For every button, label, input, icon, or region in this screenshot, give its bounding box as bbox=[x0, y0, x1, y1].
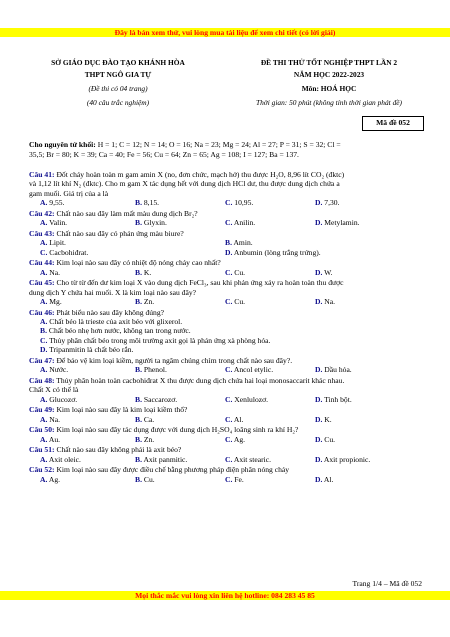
option-text: Anilin. bbox=[233, 218, 256, 228]
option-letter: B. bbox=[135, 394, 142, 404]
option-b[interactable] bbox=[135, 268, 151, 277]
question-number: Câu 41: bbox=[29, 170, 55, 179]
option-text: Saccarozơ. bbox=[143, 394, 178, 404]
option-a[interactable] bbox=[40, 218, 67, 227]
option-text: Au. bbox=[48, 434, 61, 444]
option-c[interactable] bbox=[225, 415, 243, 424]
option-b[interactable] bbox=[135, 475, 155, 484]
option-text: K. bbox=[143, 267, 152, 277]
option-text: Chất béo nhẹ hơn nước, không tan trong nước. bbox=[48, 326, 191, 336]
option-a[interactable] bbox=[40, 475, 60, 484]
option-letter: A. bbox=[40, 474, 48, 484]
option-c[interactable] bbox=[225, 365, 273, 374]
option-letter: B. bbox=[135, 454, 142, 464]
option-text: Xenlulozơ. bbox=[234, 394, 269, 404]
option-text: Cu. bbox=[234, 297, 246, 306]
option-text: Zn. bbox=[143, 297, 155, 306]
option-text: Thủy phân chất béo trong môi trường axit gọi là phản ứng xà phòng hóa. bbox=[49, 335, 271, 345]
question-number: Câu 45: bbox=[29, 278, 55, 288]
option-c[interactable] bbox=[225, 455, 271, 464]
question-stem bbox=[29, 465, 424, 474]
hotline-banner: Mọi thắc mắc vui lòng xin liên hệ hotline: 084 283 45 85 bbox=[0, 591, 450, 600]
option-b[interactable] bbox=[135, 395, 177, 404]
option-letter: C. bbox=[225, 454, 233, 464]
atomic-mass-line-1 bbox=[29, 140, 429, 149]
question-text: Kim loại nào sau đây được điều chế bằng phương pháp điện phân nóng chảy bbox=[56, 465, 290, 475]
option-b[interactable] bbox=[135, 435, 154, 444]
question-stem bbox=[29, 445, 424, 454]
option-text: Na. bbox=[49, 267, 61, 277]
question-text: gam muối. Giá trị của a là bbox=[29, 188, 109, 198]
school-dept: SỞ GIÁO DỤC ĐÀO TẠO KHÁNH HÒA bbox=[51, 58, 185, 67]
option-d[interactable] bbox=[315, 365, 352, 374]
option-text: Dầu hỏa. bbox=[324, 365, 352, 375]
option-text: Al. bbox=[323, 474, 334, 484]
option-letter: B. bbox=[135, 365, 142, 375]
option-letter: D. bbox=[315, 434, 323, 444]
option-text: Ag. bbox=[233, 434, 246, 444]
option-b[interactable] bbox=[40, 326, 191, 335]
option-letter: C. bbox=[225, 434, 233, 444]
question-text: Kim loại nào sau đây tác dụng được với dung dịch H₂SO₄ loãng sinh ra khí H₂? bbox=[56, 425, 299, 435]
option-letter: D. bbox=[315, 267, 323, 277]
question-stem bbox=[29, 170, 424, 179]
atomic-mass-label: Cho nguyên tử khối: bbox=[29, 140, 96, 149]
option-b[interactable] bbox=[135, 455, 187, 464]
option-letter: C. bbox=[225, 394, 233, 404]
option-letter: B. bbox=[135, 297, 142, 306]
subject: Môn: HOÁ HỌC bbox=[301, 84, 357, 93]
option-c[interactable] bbox=[225, 268, 245, 277]
option-c[interactable] bbox=[225, 198, 253, 207]
option-letter: D. bbox=[315, 198, 323, 208]
option-letter: A. bbox=[40, 454, 48, 464]
option-text: Valin. bbox=[49, 218, 68, 228]
question-text: Chất nào sau đây làm mất màu dung dịch Br₂? bbox=[56, 208, 198, 218]
question-text: và 1,12 lít khí N₂ (đktc). Cho m gam X tác dụng hết với dung dịch HCl dư, thu được dung dịch chứa a bbox=[29, 179, 340, 189]
page-count-note: (Đề thi có 04 trang) bbox=[88, 84, 148, 93]
question-stem-continued bbox=[29, 288, 424, 297]
option-text: Axit propionic. bbox=[323, 454, 371, 464]
question-text: Thủy phân hoàn toàn cacbohiđrat X thu được dung dịch chứa hai loại monosaccarit khác nhau. bbox=[56, 375, 345, 385]
option-d[interactable] bbox=[225, 248, 321, 257]
question-text: Chất X có thể là bbox=[29, 385, 79, 395]
question-text: Phát biểu nào sau đây không đúng? bbox=[56, 307, 164, 317]
option-letter: C. bbox=[225, 297, 233, 306]
question-number: Câu 50: bbox=[29, 425, 55, 435]
option-text: Cacbohiđrat. bbox=[49, 247, 89, 257]
exam-title: ĐỀ THI THỬ TỐT NGHIỆP THPT LẦN 2 bbox=[260, 58, 398, 67]
option-text: 9,55. bbox=[49, 198, 65, 208]
option-text: Ag. bbox=[48, 474, 61, 484]
option-d[interactable] bbox=[40, 345, 133, 354]
exam-code-box: Mã đề 052 bbox=[362, 116, 424, 131]
option-text: Mg. bbox=[49, 297, 62, 306]
option-letter: B. bbox=[135, 198, 142, 208]
option-letter: D. bbox=[225, 247, 233, 257]
option-letter: B. bbox=[225, 238, 232, 248]
option-letter: B. bbox=[135, 218, 142, 228]
option-text: Axit stearic. bbox=[233, 454, 271, 464]
option-letter: A. bbox=[40, 267, 48, 277]
option-text: Tinh bột. bbox=[324, 394, 352, 404]
preview-banner: Đây là bản xem thử, vui lòng mua tài liệu để xem chi tiết (có lời giải) bbox=[0, 28, 450, 37]
question-stem-continued bbox=[29, 385, 424, 394]
option-text: Metylamin. bbox=[324, 218, 360, 228]
option-a[interactable] bbox=[40, 238, 66, 247]
option-text: 10,95. bbox=[234, 198, 254, 208]
question-stem bbox=[29, 258, 424, 267]
option-d[interactable] bbox=[315, 475, 333, 484]
option-letter: D. bbox=[315, 297, 323, 306]
option-letter: B. bbox=[40, 326, 47, 336]
option-letter: D. bbox=[315, 365, 323, 375]
option-text: Nước. bbox=[49, 365, 69, 375]
question-stem bbox=[29, 229, 424, 238]
question-stem bbox=[29, 376, 424, 385]
option-letter: B. bbox=[135, 434, 142, 444]
option-a[interactable] bbox=[40, 395, 77, 404]
option-d[interactable] bbox=[315, 268, 333, 277]
option-b[interactable] bbox=[225, 238, 253, 247]
time-limit: Thời gian: 50 phút (không tính thời gian phát đề) bbox=[255, 98, 403, 107]
question-stem bbox=[29, 209, 424, 218]
option-text: Na. bbox=[324, 297, 336, 306]
option-text: Ancol etylic. bbox=[233, 365, 274, 375]
school-name: THPT NGÔ GIA TỰ bbox=[84, 70, 152, 79]
question-text: Chất nào sau đây không phải là axit béo? bbox=[56, 445, 182, 455]
question-text: Cho từ từ đến dư kim loại X vào dung dịch FeCl₃, sau khi phản ứng xảy ra hoàn toàn thu được bbox=[56, 278, 344, 288]
option-b[interactable] bbox=[135, 365, 167, 374]
option-a[interactable] bbox=[40, 317, 182, 326]
option-letter: D. bbox=[315, 414, 323, 424]
option-c[interactable] bbox=[40, 248, 88, 257]
option-a[interactable] bbox=[40, 268, 60, 277]
question-text: Kim loại nào sau đây có nhiệt độ nóng chảy cao nhất? bbox=[56, 258, 221, 268]
option-text: Cu. bbox=[143, 474, 155, 484]
option-letter: C. bbox=[40, 247, 48, 257]
option-letter: B. bbox=[135, 414, 142, 424]
question-number: Câu 43: bbox=[29, 228, 55, 238]
option-c[interactable] bbox=[40, 336, 270, 345]
option-text: Fe. bbox=[234, 474, 244, 484]
option-text: 7,30. bbox=[324, 198, 340, 208]
question-text: Chất nào sau đây có phản ứng màu biure? bbox=[56, 228, 184, 238]
question-number: Câu 46: bbox=[29, 307, 55, 317]
option-text: Axit oleic. bbox=[48, 454, 81, 464]
option-letter: C. bbox=[225, 365, 233, 375]
question-stem-continued bbox=[29, 179, 424, 188]
option-text: Axit panmitic. bbox=[143, 454, 188, 464]
atomic-mass-line-2: 35,5; Br = 80; K = 39; Ca = 40; Fe = 56; Cu = 64; Zn = 65; Ag = 108; I = 127; Ba = 137. bbox=[29, 150, 299, 159]
question-number: Câu 49: bbox=[29, 405, 55, 415]
option-text: K. bbox=[324, 414, 332, 424]
question-stem bbox=[29, 278, 424, 287]
question-number: Câu 51: bbox=[29, 445, 55, 455]
option-text: Glucozơ. bbox=[49, 394, 78, 404]
option-d[interactable] bbox=[315, 297, 335, 306]
question-number: Câu 52: bbox=[29, 465, 55, 475]
question-text: Để bảo vệ kim loại kiềm, người ta ngâm chúng chìm trong chất nào sau đây?. bbox=[56, 355, 293, 365]
option-letter: A. bbox=[40, 317, 48, 326]
option-c[interactable] bbox=[225, 297, 245, 306]
option-d[interactable] bbox=[315, 455, 370, 464]
option-text: Amin. bbox=[233, 238, 253, 248]
option-a[interactable] bbox=[40, 365, 68, 374]
option-letter: A. bbox=[40, 365, 48, 375]
question-number: Câu 48: bbox=[29, 375, 55, 385]
option-letter: A. bbox=[40, 238, 48, 248]
option-d[interactable] bbox=[315, 415, 332, 424]
question-stem bbox=[29, 356, 424, 365]
option-text: Phenol. bbox=[143, 365, 167, 375]
option-text: Anbumin (lòng trắng trứng). bbox=[233, 247, 321, 257]
option-a[interactable] bbox=[40, 198, 64, 207]
option-c[interactable] bbox=[225, 475, 244, 484]
option-letter: C. bbox=[40, 335, 48, 345]
option-letter: D. bbox=[315, 218, 323, 228]
option-a[interactable] bbox=[40, 415, 60, 424]
question-number: Câu 47: bbox=[29, 355, 55, 365]
option-letter: A. bbox=[40, 434, 48, 444]
option-c[interactable] bbox=[225, 218, 255, 227]
option-letter: C. bbox=[225, 414, 233, 424]
option-text: Glyxin. bbox=[143, 218, 167, 228]
option-letter: A. bbox=[40, 297, 48, 306]
option-d[interactable] bbox=[315, 395, 352, 404]
option-letter: B. bbox=[135, 267, 142, 277]
option-b[interactable] bbox=[135, 297, 154, 306]
option-text: Cu. bbox=[324, 434, 336, 444]
option-letter: C. bbox=[225, 267, 233, 277]
option-d[interactable] bbox=[315, 198, 339, 207]
option-text: Na. bbox=[49, 414, 61, 424]
question-stem bbox=[29, 308, 424, 317]
option-letter: A. bbox=[40, 414, 48, 424]
question-text: Đốt cháy hoàn toàn m gam amin X (no, đơn chức, mạch hở) thu được H₂O, 8,96 lít CO₂ (đktc) bbox=[56, 170, 345, 179]
option-text: Tripanmitin là chất béo rắn. bbox=[49, 345, 134, 355]
option-letter: D. bbox=[40, 345, 48, 355]
question-stem bbox=[29, 405, 424, 414]
option-letter: C. bbox=[225, 474, 233, 484]
option-text: Al. bbox=[233, 414, 244, 424]
option-b[interactable] bbox=[135, 415, 154, 424]
option-text: Lipit. bbox=[49, 238, 66, 248]
option-a[interactable] bbox=[40, 297, 62, 306]
option-text: Ca. bbox=[143, 414, 155, 424]
option-letter: A. bbox=[40, 198, 48, 208]
option-letter: A. bbox=[40, 218, 48, 228]
option-c[interactable] bbox=[225, 395, 268, 404]
option-text: W. bbox=[324, 267, 333, 277]
school-year: NĂM HỌC 2022-2023 bbox=[293, 70, 365, 79]
option-letter: D. bbox=[315, 394, 323, 404]
atomic-mass-values-1: H = 1; C = 12; N = 14; O = 16; Na = 23; Mg = 24; Al = 27; P = 31; S = 32; Cl = bbox=[95, 140, 341, 149]
option-c[interactable] bbox=[225, 435, 245, 444]
option-a[interactable] bbox=[40, 455, 81, 464]
option-b[interactable] bbox=[135, 218, 167, 227]
question-number: Câu 42: bbox=[29, 208, 55, 218]
option-letter: A. bbox=[40, 394, 48, 404]
question-text: Kim loại nào sau đây là kim loại kiềm thổ? bbox=[56, 405, 188, 415]
page-footer: Trang 1/4 – Mã đề 052 bbox=[352, 579, 422, 588]
option-text: Chất béo là trieste của axit béo với glixerol. bbox=[49, 317, 183, 326]
option-b[interactable] bbox=[135, 198, 159, 207]
option-letter: D. bbox=[315, 474, 323, 484]
question-count-note: (40 câu trắc nghiệm) bbox=[86, 98, 150, 107]
option-d[interactable] bbox=[315, 218, 360, 227]
option-letter: D. bbox=[315, 454, 323, 464]
question-number: Câu 44: bbox=[29, 258, 55, 268]
option-text: 8,15. bbox=[143, 198, 160, 208]
option-a[interactable] bbox=[40, 435, 60, 444]
question-stem-continued bbox=[29, 189, 424, 198]
option-letter: B. bbox=[135, 474, 142, 484]
option-text: Zn. bbox=[143, 434, 155, 444]
question-text: dung dịch Y chứa hai muối. X là kim loại nào sau đây? bbox=[29, 287, 196, 297]
question-stem bbox=[29, 425, 424, 434]
option-letter: C. bbox=[225, 198, 233, 208]
option-d[interactable] bbox=[315, 435, 335, 444]
option-letter: C. bbox=[225, 218, 233, 228]
option-text: Cu. bbox=[234, 267, 246, 277]
